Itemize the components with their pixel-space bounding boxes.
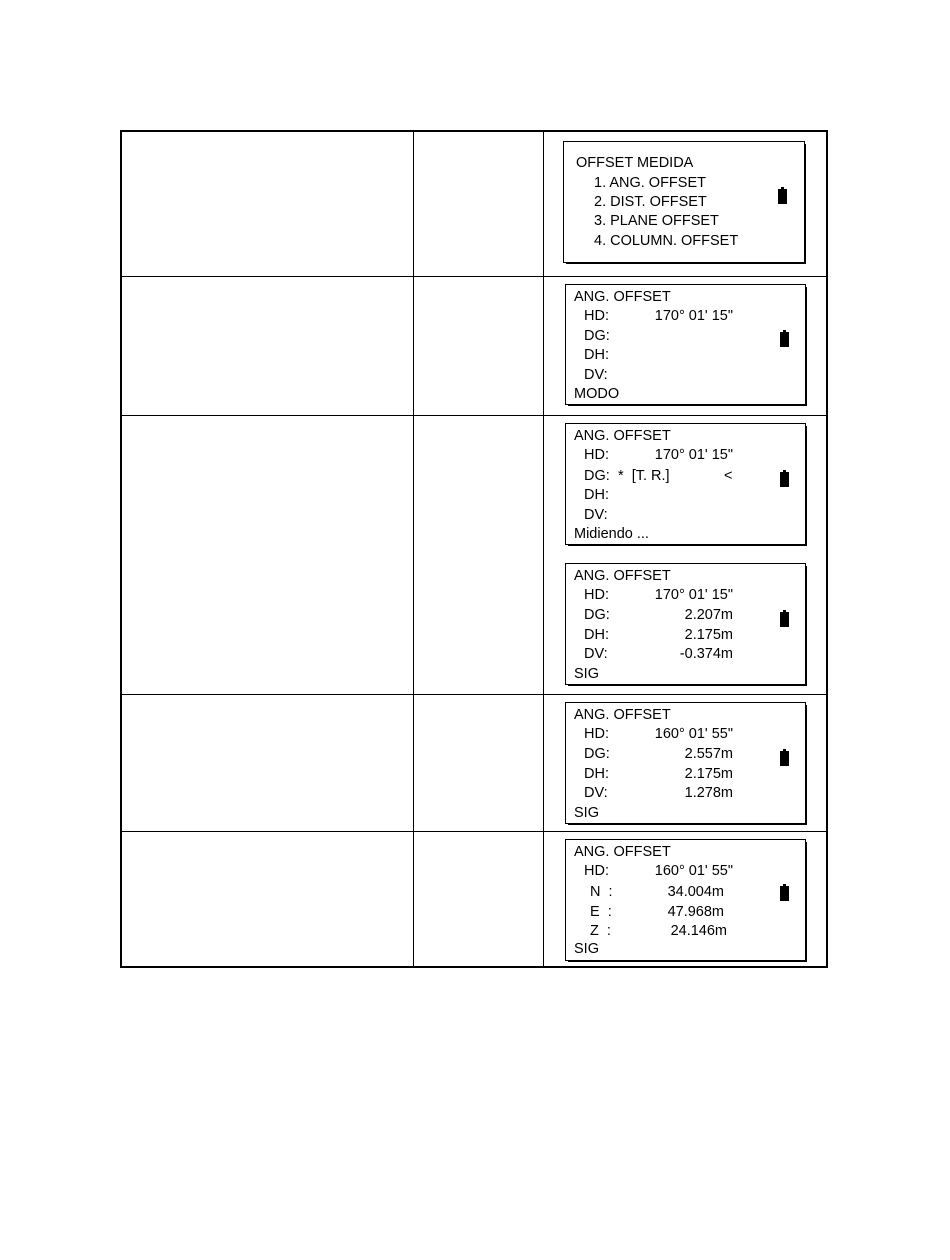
- dh-label: DH:: [584, 766, 609, 782]
- dh-label: DH:: [584, 487, 609, 503]
- hd-value: 170° 01' 15": [654, 447, 733, 463]
- hd-value: 170° 01' 15": [654, 308, 733, 324]
- n-label: N :: [590, 884, 613, 900]
- dv-value: -0.374m: [679, 646, 733, 662]
- hd-value: 160° 01' 55": [654, 726, 733, 742]
- softkey-sig[interactable]: SIG: [574, 805, 599, 821]
- e-value: 47.968m: [667, 904, 724, 920]
- softkey-sig[interactable]: SIG: [574, 666, 599, 682]
- softkey-modo[interactable]: MODO: [574, 386, 620, 402]
- hd-label: HD:: [584, 447, 609, 463]
- lcd-screen-ang-offset-initial: [565, 284, 806, 405]
- z-value: 24.146m: [670, 923, 727, 939]
- screen-title: ANG. OFFSET: [574, 568, 671, 584]
- dh-label: DH:: [584, 347, 609, 363]
- row-divider: [122, 831, 826, 832]
- row-divider: [122, 415, 826, 416]
- e-label: E :: [590, 904, 612, 920]
- dh-value: 2.175m: [684, 627, 733, 643]
- lcd-screen-ang-offset-result: [565, 563, 806, 685]
- screen-title: ANG. OFFSET: [574, 289, 671, 305]
- battery-full-icon: [780, 884, 789, 901]
- battery-full-icon: [780, 749, 789, 766]
- screen-title: OFFSET MEDIDA: [576, 155, 694, 171]
- n-value: 34.004m: [667, 884, 724, 900]
- dv-value: 1.278m: [684, 785, 733, 801]
- row-divider: [122, 276, 826, 277]
- dg-value: 2.207m: [684, 607, 733, 623]
- menu-item-ang-offset[interactable]: 1. ANG. OFFSET: [594, 175, 706, 191]
- dg-label: DG:: [584, 468, 610, 484]
- hd-label: HD:: [584, 308, 609, 324]
- battery-full-icon: [780, 330, 789, 347]
- dv-label: DV:: [584, 507, 608, 523]
- z-label: Z :: [590, 923, 611, 939]
- battery-full-icon: [780, 610, 789, 627]
- column-divider: [543, 132, 544, 966]
- hd-label: HD:: [584, 863, 609, 879]
- row-divider: [122, 694, 826, 695]
- hd-value: 160° 01' 55": [654, 863, 733, 879]
- menu-item-plane-offset[interactable]: 3. PLANE OFFSET: [594, 213, 719, 229]
- dh-label: DH:: [584, 627, 609, 643]
- menu-item-column-offset[interactable]: 4. COLUMN. OFFSET: [594, 233, 739, 249]
- screen-title: ANG. OFFSET: [574, 707, 671, 723]
- dg-label: DG:: [584, 328, 610, 344]
- lcd-screen-ang-offset-coordinates: [565, 839, 806, 961]
- battery-full-icon: [778, 187, 787, 204]
- menu-item-dist-offset[interactable]: 2. DIST. OFFSET: [594, 194, 707, 210]
- screen-title: ANG. OFFSET: [574, 844, 671, 860]
- dv-label: DV:: [584, 367, 608, 383]
- lcd-screen-ang-offset-measuring: [565, 423, 806, 545]
- battery-full-icon: [780, 470, 789, 487]
- dv-label: DV:: [584, 646, 608, 662]
- dg-value: 2.557m: [684, 746, 733, 762]
- hd-value: 170° 01' 15": [654, 587, 733, 603]
- lcd-screen-offset-menu: [563, 141, 805, 263]
- column-divider: [413, 132, 414, 966]
- screen-title: ANG. OFFSET: [574, 428, 671, 444]
- dg-measuring-marker: <: [724, 468, 733, 484]
- status-text: Midiendo ...: [574, 526, 649, 542]
- dg-measuring-status: * [T. R.]: [618, 468, 670, 484]
- hd-label: HD:: [584, 726, 609, 742]
- dh-value: 2.175m: [684, 766, 733, 782]
- dg-label: DG:: [584, 607, 610, 623]
- dg-label: DG:: [584, 746, 610, 762]
- lcd-screen-ang-offset-rotated: [565, 702, 806, 824]
- hd-label: HD:: [584, 587, 609, 603]
- softkey-sig[interactable]: SIG: [574, 941, 599, 957]
- dv-label: DV:: [584, 785, 608, 801]
